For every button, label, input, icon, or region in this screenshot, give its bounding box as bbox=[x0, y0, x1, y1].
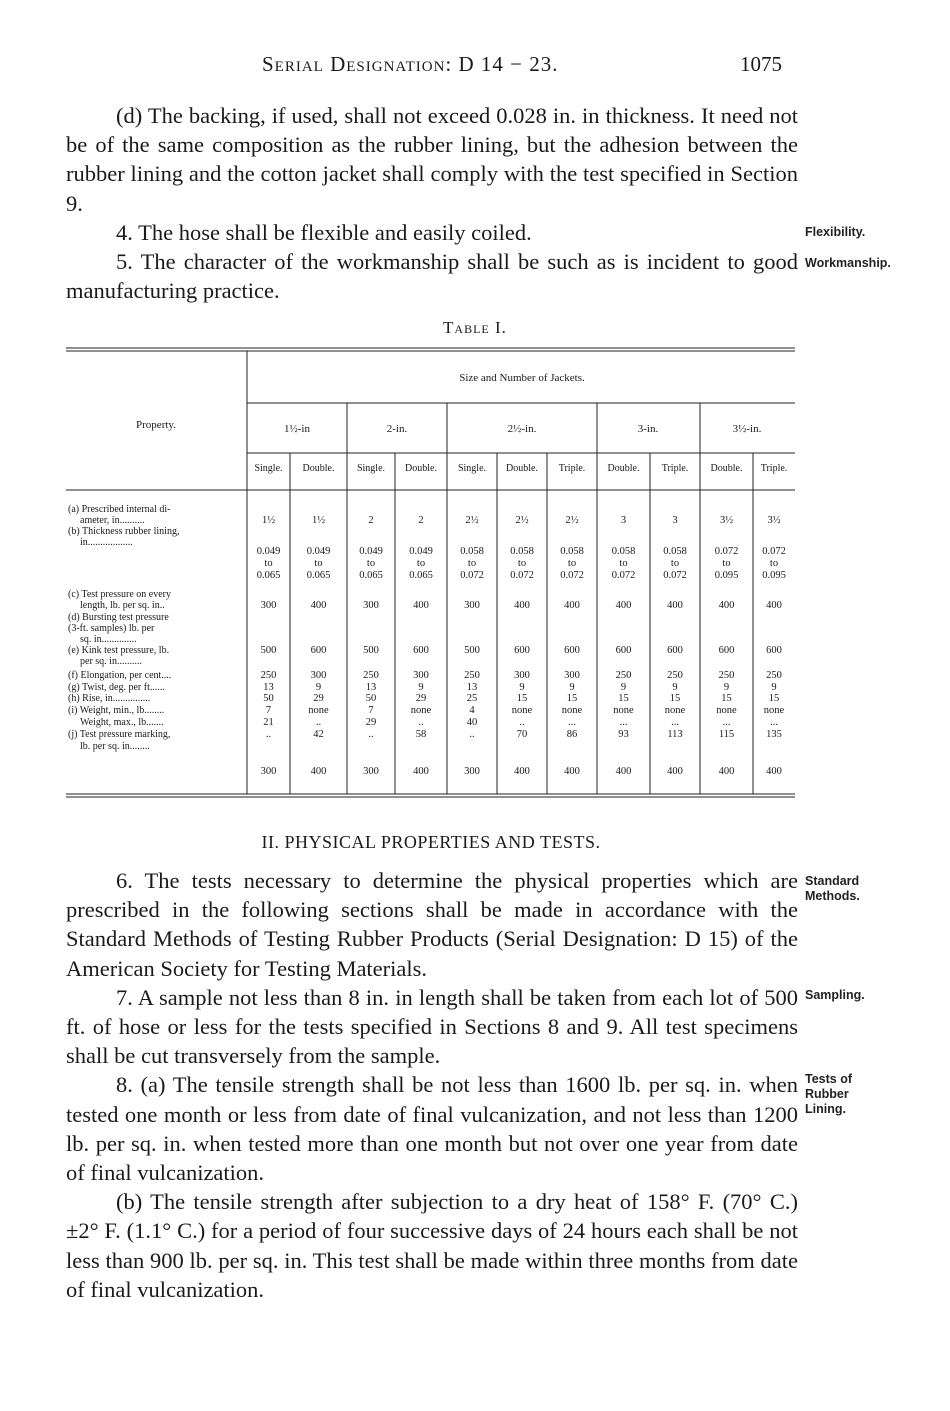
table-cell: 400 bbox=[766, 766, 782, 777]
jacket-subheader: Triple. bbox=[760, 463, 788, 474]
size-header: 3½-in. bbox=[732, 423, 762, 435]
table-cell: 0.065 bbox=[409, 570, 433, 581]
property-label: (3-ft. samples) lb. per bbox=[68, 623, 155, 634]
table-cell: 600 bbox=[413, 645, 429, 656]
running-header bbox=[0, 50, 950, 80]
property-label: per sq. in.......... bbox=[80, 656, 142, 667]
table-cell: 3½ bbox=[719, 515, 734, 526]
section-7: 7. A sample not less than 8 in. in length shall be taken from each lot of 500 ft. of hose or less for the tests specified in Sections 8 and 9. All test specimens shall be cut transversely from the sample. bbox=[66, 984, 798, 1069]
section-6: 6. The tests necessary to determine the physical properties which are prescribed in the following sections shall be made in accordance with the Standard Methods of Testing Rubber Products (Serial Designation: D 15) of the American Society for Testing Materials. bbox=[66, 868, 798, 981]
table-cell: 115 bbox=[718, 729, 735, 740]
table-cell: 0.072 bbox=[510, 570, 534, 581]
table-cell: 600 bbox=[718, 645, 735, 656]
table-cell: to bbox=[722, 558, 731, 569]
table-cell: none bbox=[763, 705, 785, 716]
table-cell: 9 bbox=[723, 682, 730, 693]
table-cell: to bbox=[769, 558, 779, 569]
property-label: (i) Weight, min., lb........ bbox=[68, 705, 165, 716]
table-cell: 2 bbox=[418, 515, 424, 526]
table-cell: 250 bbox=[464, 670, 480, 681]
table-cell: 50 bbox=[365, 693, 377, 704]
table-cell: 500 bbox=[464, 645, 480, 656]
jacket-subheader: Double. bbox=[710, 463, 743, 474]
table-cell: to bbox=[366, 558, 376, 569]
table-cell: 500 bbox=[260, 645, 277, 656]
table-cell: 25 bbox=[466, 693, 478, 704]
table-cell: 0.049 bbox=[409, 546, 433, 557]
table-cell: ... bbox=[568, 717, 576, 728]
table-cell: 400 bbox=[413, 766, 429, 777]
table-cell: 0.049 bbox=[306, 546, 331, 557]
table-cell: to bbox=[416, 558, 426, 569]
table-cell: 42 bbox=[313, 729, 324, 740]
table-cell: to bbox=[314, 558, 323, 569]
table-cell: 600 bbox=[564, 645, 580, 656]
table-cell: 21 bbox=[263, 717, 274, 728]
size-jackets-header: Size and Number of Jackets. bbox=[459, 372, 585, 384]
jacket-subheader: Triple. bbox=[558, 463, 586, 474]
table-cell: 50 bbox=[263, 693, 274, 704]
jacket-subheader: Single. bbox=[356, 463, 386, 474]
table-cell: to bbox=[264, 558, 273, 569]
table-cell: to bbox=[670, 558, 680, 569]
table-cell: 2½ bbox=[465, 515, 479, 526]
table-cell: 0.049 bbox=[256, 546, 281, 557]
property-label: (c) Test pressure on every bbox=[68, 589, 171, 600]
table-cell: 0.065 bbox=[359, 570, 383, 581]
table-cell: 3½ bbox=[767, 515, 781, 526]
table-cell: 250 bbox=[260, 670, 277, 681]
table-cell: ... bbox=[770, 717, 778, 728]
table-cell: to bbox=[567, 558, 577, 569]
margin-note-standard-methods: Standard Methods. bbox=[805, 874, 860, 903]
table-cell: to bbox=[467, 558, 477, 569]
table-cell: 0.065 bbox=[306, 570, 331, 581]
property-label: Weight, max., lb....... bbox=[80, 717, 164, 728]
table-cell: 15 bbox=[669, 693, 681, 704]
table-cell: 400 bbox=[718, 600, 735, 611]
size-header: 3-in. bbox=[637, 423, 659, 435]
properties-table bbox=[0, 340, 950, 810]
table-cell: 15 bbox=[768, 693, 780, 704]
table-cell: 113 bbox=[667, 729, 683, 740]
table-cell: 13 bbox=[263, 682, 274, 693]
table-cell: 3 bbox=[620, 515, 627, 526]
jacket-subheader: Double. bbox=[302, 463, 335, 474]
table-cell: 7 bbox=[265, 705, 272, 716]
page-number: 1075 bbox=[740, 52, 782, 76]
table-cell: .. bbox=[418, 717, 424, 728]
jacket-subheader: Single. bbox=[457, 463, 487, 474]
table-cell: .. bbox=[368, 729, 374, 740]
table-title bbox=[0, 318, 950, 338]
table-cell: 250 bbox=[615, 670, 632, 681]
table-cell: 300 bbox=[514, 670, 530, 681]
table-cell: 600 bbox=[766, 645, 782, 656]
table-cell: 9 bbox=[771, 682, 777, 693]
table-cell: 400 bbox=[615, 600, 632, 611]
table-cell: 70 bbox=[516, 729, 528, 740]
table-cell: 1½ bbox=[311, 515, 326, 526]
size-header: 1½-in bbox=[284, 423, 310, 435]
table-cell: 9 bbox=[315, 682, 322, 693]
section-8a: 8. (a) The tensile strength shall be not less than 1600 lb. per sq. in. when tested one month or less from date of final vulcanization, and not less than 1200 lb. per sq. in. when tested more than one month but not over one year from date of final vulcanization. bbox=[66, 1072, 798, 1186]
property-label: (h) Rise, in............... bbox=[68, 693, 151, 704]
property-label: (b) Thickness rubber lining, bbox=[68, 526, 180, 537]
table-cell: 400 bbox=[564, 600, 580, 611]
jacket-subheader: Single. bbox=[254, 463, 283, 474]
table-cell: none bbox=[308, 705, 329, 716]
table-cell: 600 bbox=[310, 645, 327, 656]
margin-note-tests-of-rubber-lining: Tests of Rubber Lining. bbox=[805, 1072, 852, 1116]
table-cell: 2½ bbox=[515, 515, 529, 526]
property-label: (d) Bursting test pressure bbox=[68, 612, 169, 623]
property-label: (j) Test pressure marking, bbox=[68, 729, 171, 740]
table-cell: 13 bbox=[365, 682, 377, 693]
table-cell: 93 bbox=[618, 729, 629, 740]
table-cell: 0.095 bbox=[762, 570, 786, 581]
table-cell: 1½ bbox=[261, 515, 276, 526]
table-cell: 250 bbox=[363, 670, 379, 681]
table-cell: 300 bbox=[260, 600, 277, 611]
property-label: (f) Elongation, per cent.... bbox=[68, 670, 172, 681]
table-cell: 0.058 bbox=[510, 546, 534, 557]
intro-paragraphs bbox=[66, 101, 798, 305]
table-cell: 300 bbox=[310, 670, 327, 681]
table-cell: 400 bbox=[667, 600, 683, 611]
table-cell: 0.072 bbox=[714, 546, 739, 557]
table-cell: 0.072 bbox=[460, 570, 484, 581]
property-label: length, lb. per sq. in.. bbox=[80, 600, 165, 611]
table-cell: 9 bbox=[569, 682, 575, 693]
table-cell: 135 bbox=[766, 729, 782, 740]
table-cell: 250 bbox=[667, 670, 683, 681]
property-label: (e) Kink test pressure, lb. bbox=[68, 645, 170, 656]
table-cell: 600 bbox=[667, 645, 683, 656]
table-cell: 9 bbox=[519, 682, 525, 693]
table-cell: 500 bbox=[363, 645, 379, 656]
table-cell: 29 bbox=[415, 693, 427, 704]
table-cell: 2 bbox=[368, 515, 374, 526]
table-cell: 300 bbox=[464, 600, 480, 611]
property-label: in.................. bbox=[80, 537, 133, 548]
table-cell: 400 bbox=[514, 766, 530, 777]
table-cell: none bbox=[410, 705, 432, 716]
table-cell: to bbox=[517, 558, 527, 569]
table-cell: 300 bbox=[564, 670, 580, 681]
table-cell: 300 bbox=[363, 600, 379, 611]
table-cell: 400 bbox=[766, 600, 782, 611]
section-5: 5. The character of the workmanship shall be such as is incident to good manufacturing practice. bbox=[66, 249, 798, 304]
table-cell: 400 bbox=[718, 766, 735, 777]
property-label: sq. in.............. bbox=[80, 634, 137, 645]
jacket-subheader: Double. bbox=[607, 463, 640, 474]
table-cell: 400 bbox=[310, 766, 327, 777]
table-cell: 400 bbox=[667, 766, 683, 777]
property-header: Property. bbox=[136, 419, 176, 431]
table-cell: 7 bbox=[368, 705, 374, 716]
table-cell: 0.072 bbox=[663, 570, 687, 581]
table-cell: 9 bbox=[620, 682, 627, 693]
table-cell: 600 bbox=[615, 645, 632, 656]
table-cell: 600 bbox=[514, 645, 530, 656]
section-ii-title: II. PHYSICAL PROPERTIES AND TESTS. bbox=[261, 832, 601, 852]
table-cell: 15 bbox=[566, 693, 578, 704]
property-label: ameter, in.......... bbox=[80, 515, 145, 526]
table-cell: 0.058 bbox=[460, 546, 484, 557]
property-label: (g) Twist, deg. per ft...... bbox=[68, 682, 165, 693]
table-cell: 250 bbox=[766, 670, 782, 681]
table-cell: 2½ bbox=[565, 515, 579, 526]
margin-note-flexibility: Flexibility. bbox=[805, 225, 866, 239]
section-4: 4. The hose shall be flexible and easily coiled. bbox=[116, 219, 532, 245]
table-cell: 300 bbox=[464, 766, 480, 777]
table-cell: .. bbox=[265, 729, 272, 740]
jacket-subheader: Triple. bbox=[661, 463, 689, 474]
table-cell: 4 bbox=[469, 705, 475, 716]
table-cell: .. bbox=[315, 717, 322, 728]
table-cell: ... bbox=[671, 717, 679, 728]
table-cell: 0.072 bbox=[560, 570, 584, 581]
table-cell: 400 bbox=[514, 600, 530, 611]
table-cell: 29 bbox=[313, 693, 324, 704]
size-header: 2½-in. bbox=[507, 423, 537, 435]
table-cell: 0.049 bbox=[359, 546, 383, 557]
table-cell: ... bbox=[722, 717, 731, 728]
table-cell: 0.058 bbox=[560, 546, 584, 557]
table-cell: 40 bbox=[466, 717, 478, 728]
table-cell: to bbox=[619, 558, 628, 569]
property-label: lb. per sq. in........ bbox=[80, 741, 150, 752]
table-cell: 0.072 bbox=[762, 546, 786, 557]
table-cell: .. bbox=[469, 729, 475, 740]
table-cell: 300 bbox=[260, 766, 277, 777]
jacket-subheader: Double. bbox=[506, 463, 538, 474]
table-cell: 0.095 bbox=[714, 570, 739, 581]
margin-note-sampling: Sampling. bbox=[805, 988, 865, 1002]
table-cell: 300 bbox=[413, 670, 429, 681]
table-cell: 3 bbox=[672, 515, 678, 526]
table-cell: .. bbox=[519, 717, 525, 728]
table-cell: none bbox=[716, 705, 737, 716]
table-cell: 400 bbox=[615, 766, 632, 777]
table-cell: 9 bbox=[418, 682, 424, 693]
table-cell: none bbox=[511, 705, 533, 716]
table-cell: 400 bbox=[310, 600, 327, 611]
table-cell: ... bbox=[619, 717, 628, 728]
size-header: 2-in. bbox=[386, 423, 408, 435]
table-title-text: Table I. bbox=[443, 318, 507, 337]
table-cell: 0.058 bbox=[663, 546, 687, 557]
table-cell: 0.058 bbox=[611, 546, 636, 557]
jacket-subheader: Double. bbox=[405, 463, 437, 474]
table-cell: 0.065 bbox=[256, 570, 281, 581]
table-cell: 15 bbox=[516, 693, 528, 704]
table-cell: 29 bbox=[365, 717, 377, 728]
property-label: (a) Prescribed internal di- bbox=[68, 504, 171, 515]
serial-designation-title: Serial Designation: D 14 − 23. bbox=[262, 52, 559, 76]
paragraph-d: (d) The backing, if used, shall not exceed 0.028 in. in thickness. It need not be of the same composition as the rubber lining, but the adhesion between the rubber lining and the cotton jacket shall comply with the test specified in Section 9. bbox=[66, 103, 798, 216]
section-ii-paragraphs bbox=[66, 866, 798, 1304]
table-cell: 58 bbox=[415, 729, 427, 740]
table-cell: 15 bbox=[618, 693, 629, 704]
table-cell: none bbox=[664, 705, 686, 716]
table-cell: 300 bbox=[363, 766, 379, 777]
table-cell: 400 bbox=[413, 600, 429, 611]
table-cell: 400 bbox=[564, 766, 580, 777]
table-cell: 0.072 bbox=[611, 570, 636, 581]
table-cell: none bbox=[613, 705, 634, 716]
table-cell: 15 bbox=[721, 693, 732, 704]
margin-note-workmanship: Workmanship. bbox=[805, 256, 891, 270]
table-cell: 250 bbox=[718, 670, 735, 681]
section-8b: (b) The tensile strength after subjection to a dry heat of 158° F. (70° C.) ±2° F. (1.1° C.) for a period of four successive days of 24 hours each shall be not less than 900 lb. per sq. in. This test shall be made within three months from date of final vulcanization. bbox=[66, 1189, 798, 1302]
table-cell: 86 bbox=[566, 729, 578, 740]
table-cell: none bbox=[561, 705, 583, 716]
table-cell: 9 bbox=[672, 682, 678, 693]
table-cell: 13 bbox=[466, 682, 478, 693]
